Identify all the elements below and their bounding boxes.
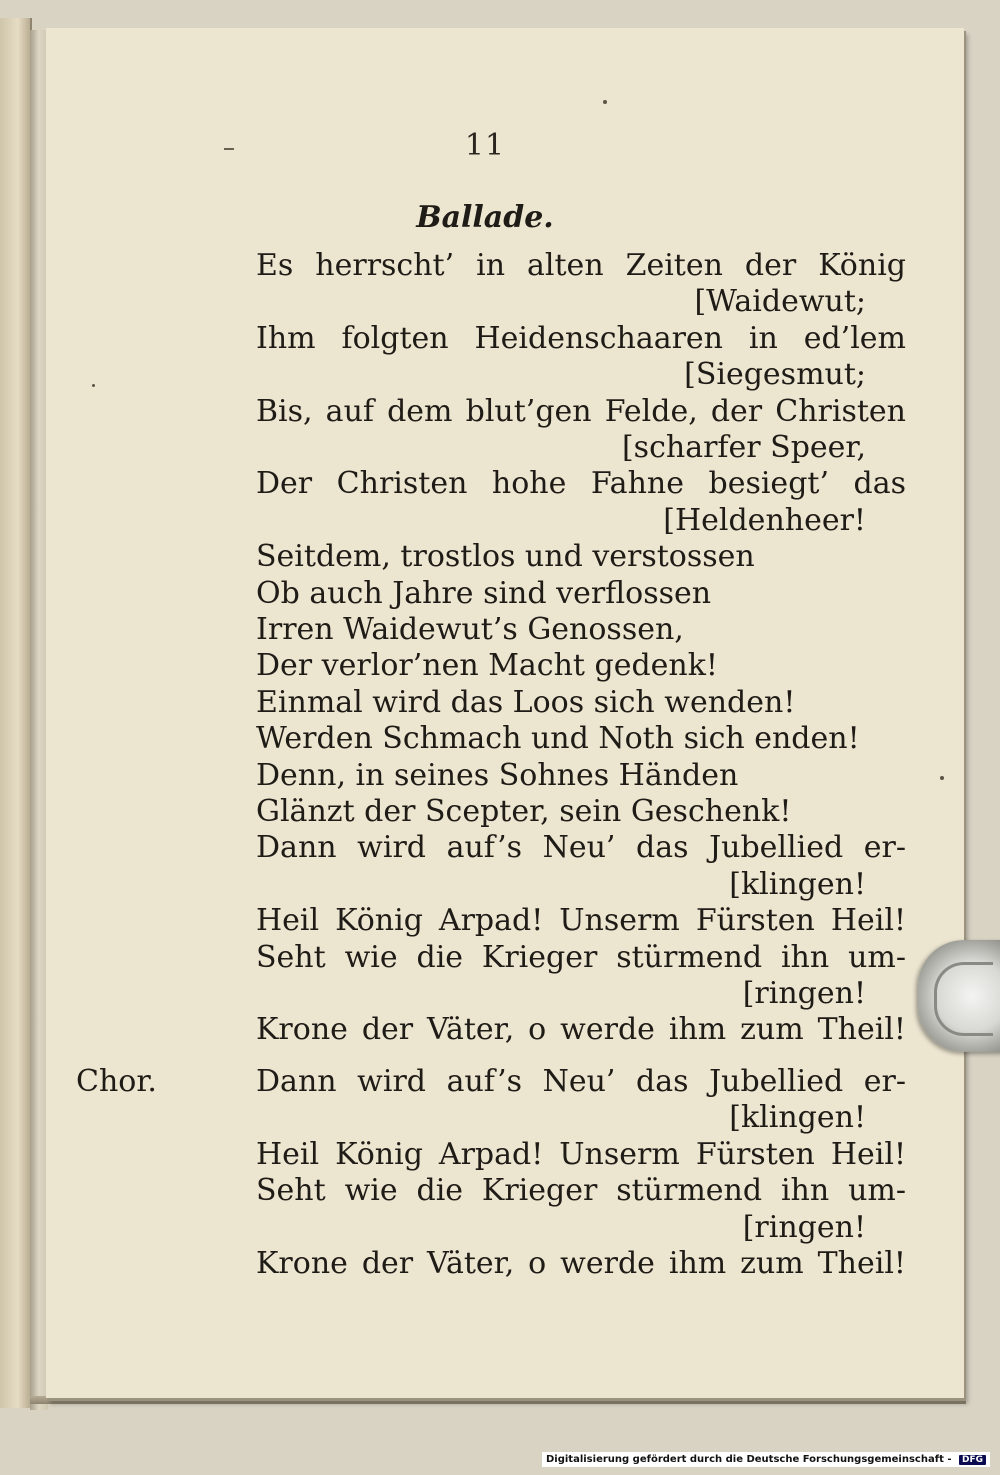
ink-spot: [92, 384, 95, 387]
verse-line: Ob auch Jahre sind verflossen: [256, 575, 712, 611]
verse-line-continuation: [ringen!: [742, 976, 866, 1011]
verse-line: Denn, in seines Sohnes Händen: [256, 757, 739, 793]
verse-line-continuation: [Heldenheer!: [663, 502, 866, 538]
verse-line: Ihm folgten Heidenschaaren in ed’lem: [256, 320, 906, 356]
verse-line: Dann wird auf’s Neu’ das Jubellied er-: [256, 1064, 906, 1099]
verse-line: Der verlor’nen Macht gedenk!: [256, 648, 718, 684]
paper-clip-loop: [934, 962, 993, 1036]
verse-line: Seitdem, trostlos und verstossen: [256, 539, 755, 575]
page-number: 11: [464, 128, 506, 163]
ink-spot: [940, 776, 944, 780]
verse-line-continuation: [klingen!: [729, 866, 866, 902]
digitization-footer: [542, 1452, 990, 1467]
verse-line: Es herrscht’ in alten Zeiten der König: [256, 248, 906, 283]
verse-line: Glänzt der Scepter, sein Geschenk!: [256, 794, 792, 829]
chorus-speaker-label: Chor.: [76, 1064, 157, 1099]
verse-line-continuation: [klingen!: [729, 1100, 866, 1136]
verse-line: Heil König Arpad! Unserm Fürsten Heil!: [256, 1136, 906, 1172]
verse-line: Bis, auf dem blut’gen Felde, der Christen: [256, 393, 906, 429]
verse-line: Seht wie die Krieger stürmend ihn um-: [256, 939, 906, 975]
dfg-logo: DFG: [959, 1455, 986, 1465]
verse-line: Der Christen hohe Fahne besiegt’ das: [256, 466, 906, 502]
verse-line: Krone der Väter, o werde ihm zum Theil!: [256, 1246, 906, 1281]
paper-clip: [918, 940, 1000, 1052]
page-title: Ballade.: [416, 200, 554, 235]
verse-line: Irren Waidewut’s Genossen,: [256, 612, 684, 647]
verse-line: Krone der Väter, o werde ihm zum Theil!: [256, 1012, 906, 1048]
verse-line-continuation: [Siegesmut;: [684, 357, 866, 393]
verse-line: Einmal wird das Loos sich wenden!: [256, 684, 796, 720]
ink-spot: [603, 100, 607, 104]
footer-text: Digitalisierung gefördert durch die Deutsche Forschungsgemeinschaft -: [545, 1454, 952, 1465]
verse-line-continuation: [Waidewut;: [694, 284, 866, 320]
verse-line: Heil König Arpad! Unserm Fürsten Heil!: [256, 903, 906, 939]
verse-line: Seht wie die Krieger stürmend ihn um-: [256, 1173, 906, 1209]
verse-line: Werden Schmach und Noth sich enden!: [256, 721, 860, 757]
verse-line: Dann wird auf’s Neu’ das Jubellied er-: [256, 830, 906, 866]
verse-line-continuation: [ringen!: [742, 1209, 866, 1245]
verse-line-continuation: [scharfer Speer,: [621, 430, 866, 465]
